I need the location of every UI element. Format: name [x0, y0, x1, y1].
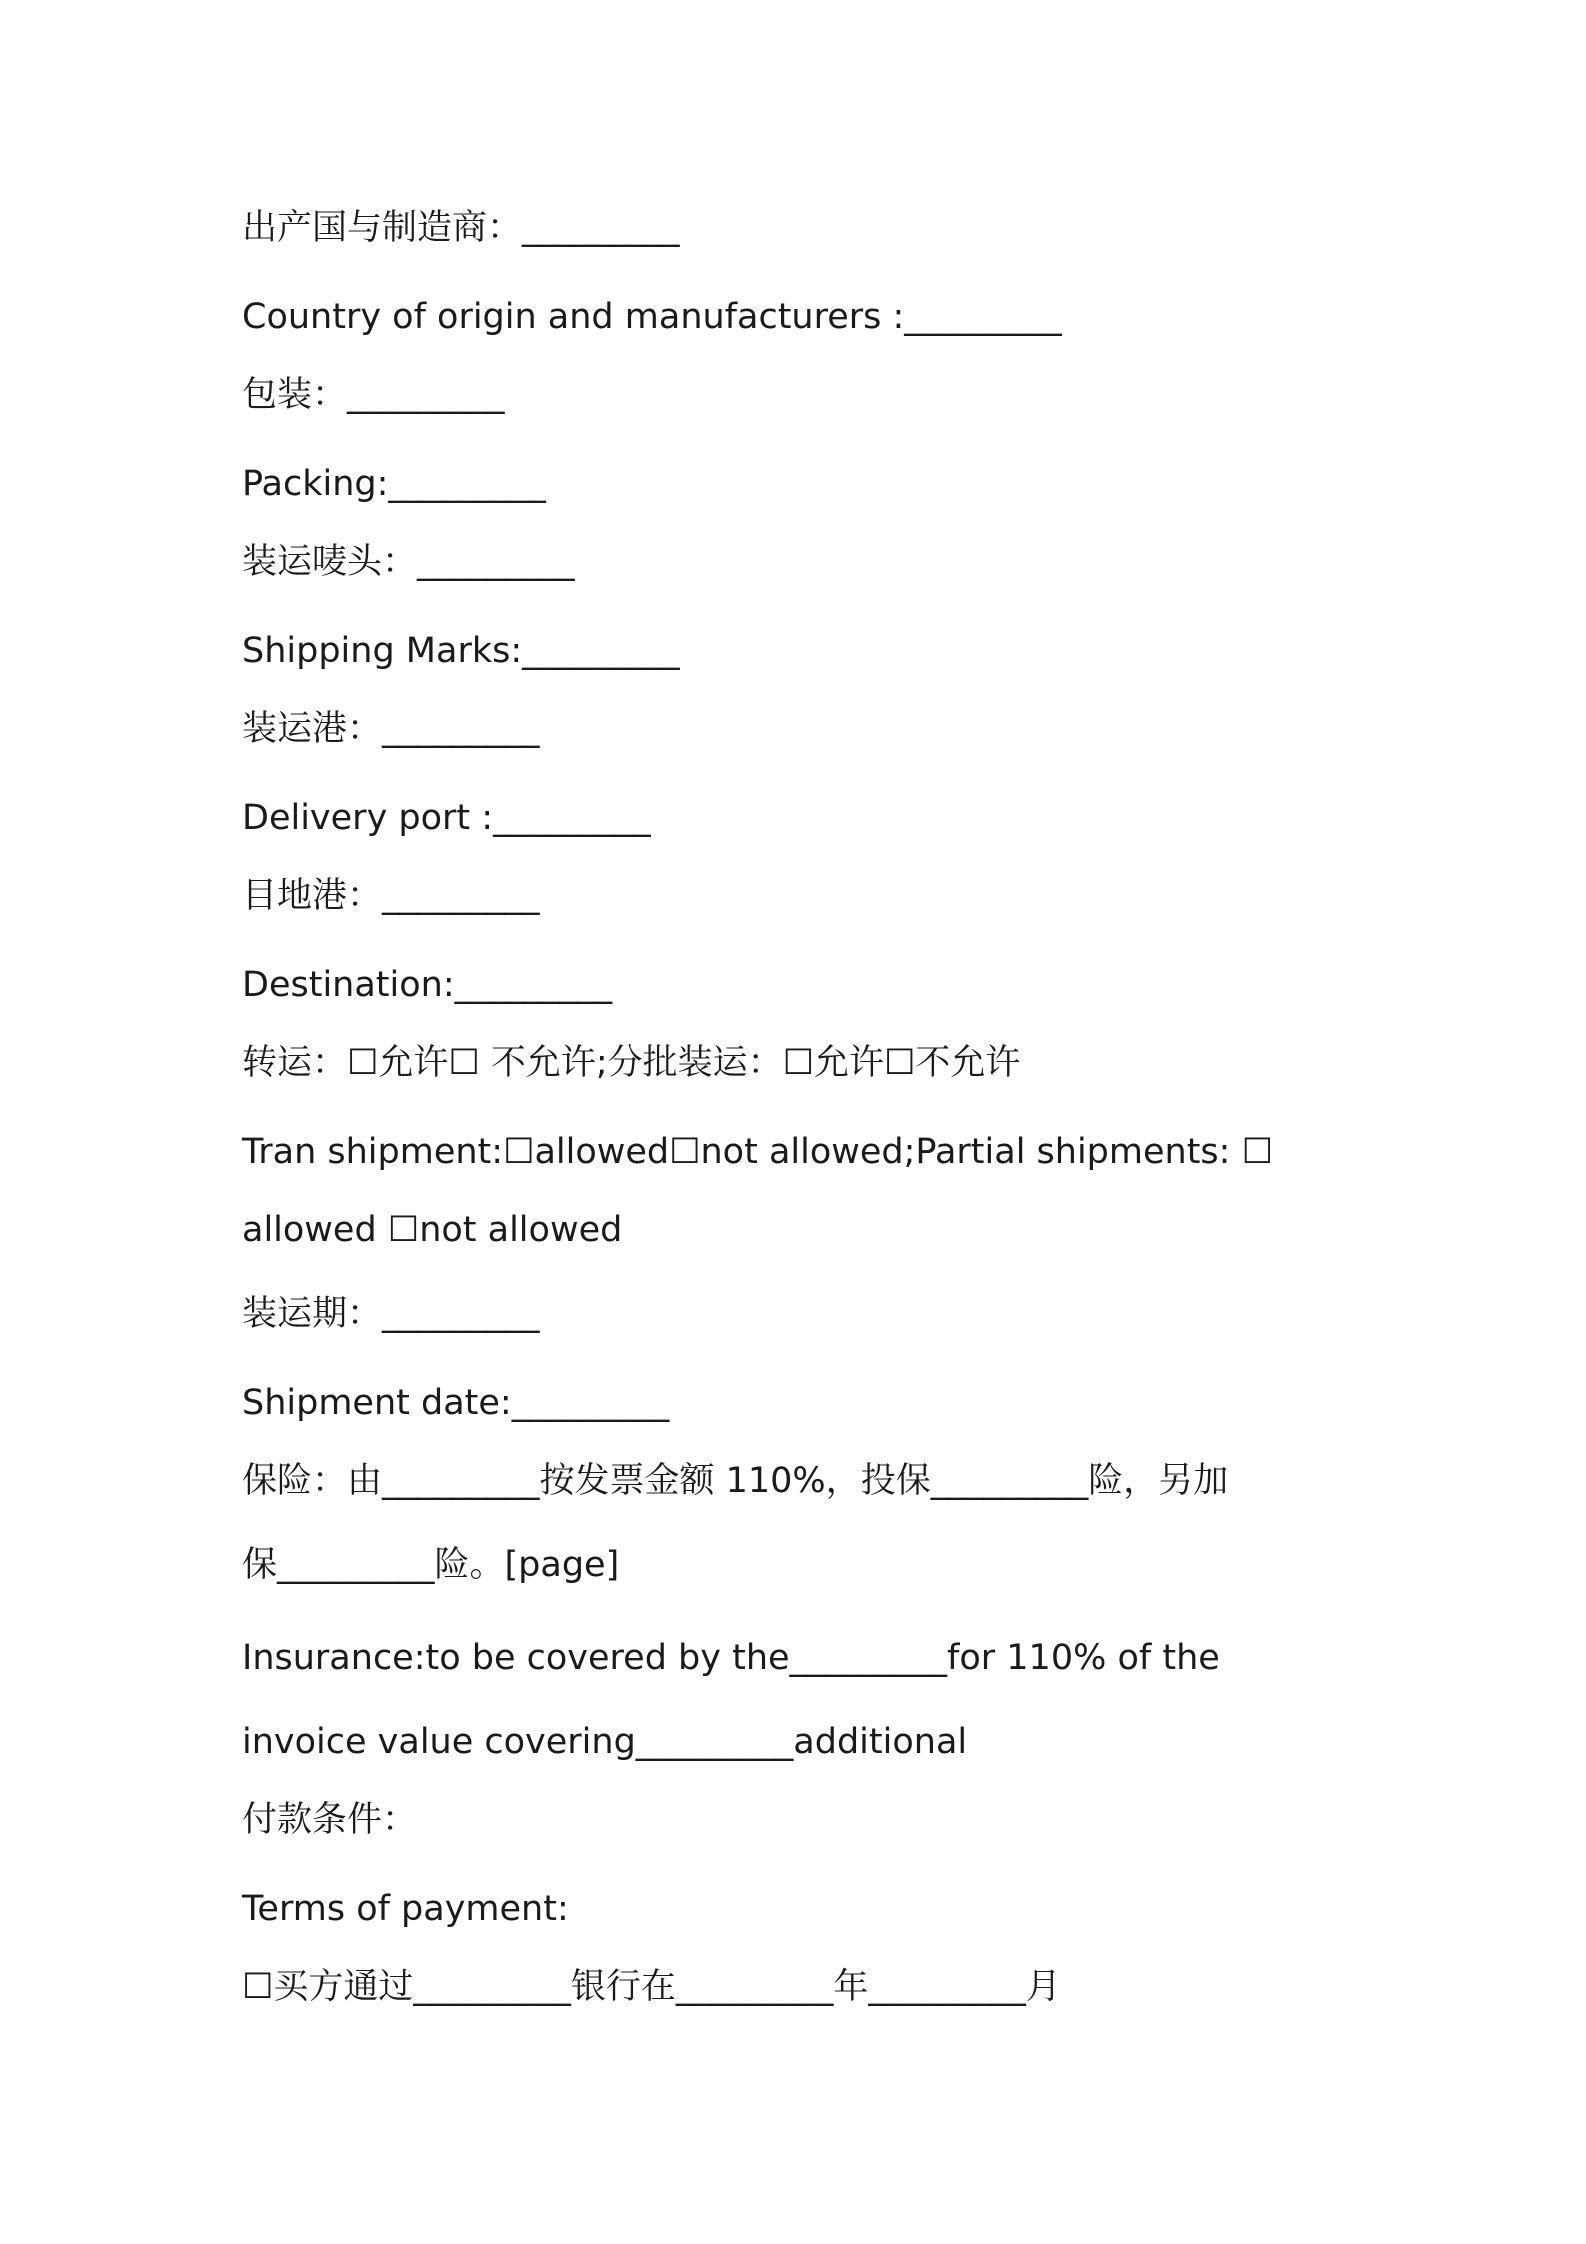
insurance-label-cn-cont: 保_________险。[page]	[242, 1545, 620, 1585]
payment-terms-label-cn: 付款条件：	[242, 1800, 418, 1840]
origin-manufacturer-label-en: Country of origin and manufacturers :_________	[242, 297, 1062, 337]
shipment-date-label-cn: 装运期：_________	[242, 1294, 540, 1334]
shipping-marks-label-en: Shipping Marks:_________	[242, 631, 680, 671]
insurance-label-en: Insurance:to be covered by the_________for 110% of the	[242, 1638, 1220, 1678]
transshipment-label-en-cont: allowed ☐not allowed	[242, 1210, 623, 1250]
shipment-date-label-en: Shipment date:_________	[242, 1383, 670, 1423]
insurance-label-cn: 保险：由_________按发票金额 110%，投保_________险，另加	[242, 1461, 1229, 1501]
insurance-label-en-cont: invoice value covering_________additional	[242, 1722, 968, 1762]
shipping-marks-label-cn: 装运唛头：_________	[242, 542, 575, 582]
payment-terms-label-en: Terms of payment:	[242, 1889, 569, 1929]
destination-label-cn: 目地港：_________	[242, 876, 540, 916]
transshipment-label-cn: 转运：☐允许☐ 不允许;分批装运：☐允许☐不允许	[242, 1043, 1021, 1083]
delivery-port-label-en: Delivery port :_________	[242, 798, 651, 838]
packing-label-en: Packing:_________	[242, 464, 546, 504]
packing-label-cn: 包装：_________	[242, 375, 505, 415]
delivery-port-label-cn: 装运港：_________	[242, 709, 540, 749]
destination-label-en: Destination:_________	[242, 965, 613, 1005]
origin-manufacturer-label-cn: 出产国与制造商：_________	[242, 208, 680, 248]
transshipment-label-en: Tran shipment:☐allowed☐not allowed;Partial shipments: ☐	[242, 1132, 1273, 1172]
payment-terms-clause-cn: ☐买方通过_________银行在_________年_________月	[242, 1967, 1061, 2007]
